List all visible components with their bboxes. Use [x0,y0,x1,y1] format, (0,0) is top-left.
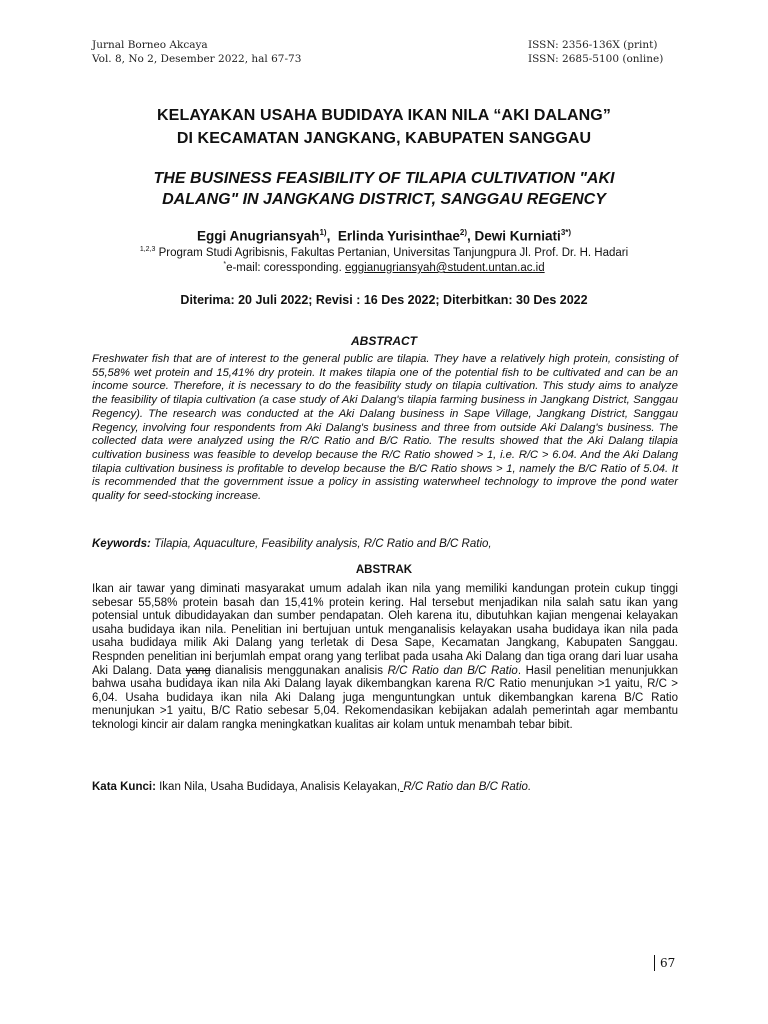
journal-header-right [528,38,663,66]
author-1: Eggi Anugriansyah [196,228,320,244]
page-number: 67 [654,955,675,971]
abstrak-heading: ABSTRAK [355,564,413,576]
keywords-text: Tilapia, Aquaculture, Feasibility analysis, R/C Ratio and B/C Ratio, [150,538,492,550]
abstrak-italic-term: R/C Ratio dan B/C Ratio [387,664,518,677]
abstrak-paragraph [92,583,678,733]
journal-volume: Vol. 8, No 2, Desember 2022, hal 67-73 [92,53,302,65]
kata-kunci [92,780,678,794]
abstrak-body [92,583,678,733]
issn-online: ISSN: 2685-5100 (online) [528,53,664,65]
kata-kunci-text: Ikan Nila, Usaha Budidaya, Analisis Kelayakan, [155,781,401,793]
email-label: e-mail: coressponding. [226,261,345,274]
journal-header-left [92,38,301,66]
issn-print: ISSN: 2356-136X (print) [528,39,658,51]
author-1-marker: 1) [319,228,327,237]
abstrak-struck-word: yang [185,664,211,677]
kata-kunci-italic: R/C Ratio dan B/C Ratio. [403,781,532,793]
abstrak-part3: . Hasil penelitian menunjukkan bahwa usaha budidaya ikan nila Aki Dalang layak dikembangkan karena R/C Ratio menunjukan >1 yaitu, R/C > 6,04. Usaha budidaya ikan nila Aki Dalang juga menguntungkan untuk dikembangkan karena B/C Ratio menunjukan >1 yaitu, B/C Ratio sebesar 5,04. Rekomendasikan kebijakan adalah pemerintah agar membantu teknologi kincir air dalam rangka meningkatkan kualitas air kolam untuk menambah tebar bibit. [92,664,679,731]
title-english-line1: THE BUSINESS FEASIBILITY OF TILAPIA CULTIVATION "AKI [153,170,615,187]
author-3: Dewi Kurniati [474,228,561,244]
author-2: Erlinda Yurisinthae [337,228,460,244]
kata-kunci-label: Kata Kunci: [92,781,156,793]
title-indonesian-line2: DI KECAMATAN JANGKANG, KABUPATEN SANGGAU [176,130,592,147]
abstrak-part1: Ikan air tawar yang diminati masyarakat umum adalah ikan nila yang memiliki kandungan protein cukup tinggi sebesar 55,58% protein basah dan 15,41% protein kering. Hal tersebut menjadikan nila salah satu ikan yang potensial untuk dibudidayakan dan sumber pendapatan. Oleh karena itu, dibutuhkan kajian mengenai kelayakan usaha budidaya ikan nila. Penelitian ini bertujuan untuk menganalisis kelayakan usaha budidaya ikan nila pada usaha budidaya milik Aki Dalang yang terletak di Desa Sape, Kecamatan Jangkang, Kabupaten Sanggau. Respnden penelitian ini berjumlah empat orang yang terlibat pada usaha Aki Dalang dan tiga orang dari luar usaha Aki Dalang. Data [92,583,678,677]
journal-name: Jurnal Borneo Akcaya [92,39,208,51]
corresponding-email [60,258,708,275]
abstrak-part2: dianalisis menggunakan analisis [210,664,388,677]
author-2-marker: 2) [459,228,468,237]
abstract-paragraph: Freshwater fish that are of interest to the general public are tilapia. They have a relatively high protein, consisting of 55,58% wet protein and 15,41% dry protein. It makes tilapia one of the potential fish to be cultivated and can be an income source. Therefore, it is necessary to do the feasibility study on tilapia cultivation. This study aims to analyze the feasibility of tilapia cultivation (a case study of Aki Dalang's tilapia farming business in Jangkang District, Sanggau Regency). The research was conducted at the Aki Dalang business in Sape Village, Jangkang District, Sanggau Regency, involving four respondents from Aki Dalang's business and three from outside Aki Dalang's business. The collected data were analyzed using the R/C Ratio and B/C Ratio. The results showed that the Aki Dalang tilapia cultivation business was feasible to develop because the R/C Ratio showed > 1, i.e. R/C > 6.04. And the Aki Dalang tilapia cultivation business is profitable to develop because the B/C Ratio shows > 1, namely the B/C Ratio of 5.04. It is recommended that the government issue a policy in assisting waterwheel technology to improve the pond water quality for seed-stocking increase. [92,353,678,503]
keywords [92,537,678,551]
affiliation-text: Program Studi Agribisnis, Fakultas Pertanian, Universitas Tanjungpura Jl. Prof. Dr. H. Hadari [158,246,629,259]
title-english-line2: DALANG" IN JANGKANG DISTRICT, SANGGAU REGENCY [162,191,606,208]
title-english [60,168,708,210]
affiliation-marker: 1,2,3 [139,246,156,253]
keywords-label: Keywords: [92,538,151,550]
title-indonesian [60,104,708,150]
author-list: Eggi Anugriansyah$^{1)}$, Erlinda Yurisinthae$^{2)}$, Dewi Kurniati$^{3*)}$ [196,228,572,244]
publication-dates: Diterima: 20 Juli 2022; Revisi : 16 Des 2022; Diterbitkan: 30 Des 2022 [180,293,588,307]
abstract-heading: ABSTRACT [351,334,417,348]
author-3-marker: 3*) [560,228,572,237]
title-indonesian-line1: KELAYAKAN USAHA BUDIDAYA IKAN NILA “AKI DALANG” [157,107,611,124]
email-marker: * [223,261,227,268]
abstract-body [92,353,678,504]
email-address-link[interactable]: eggianugriansyah@student.untan.ac.id [344,261,545,274]
